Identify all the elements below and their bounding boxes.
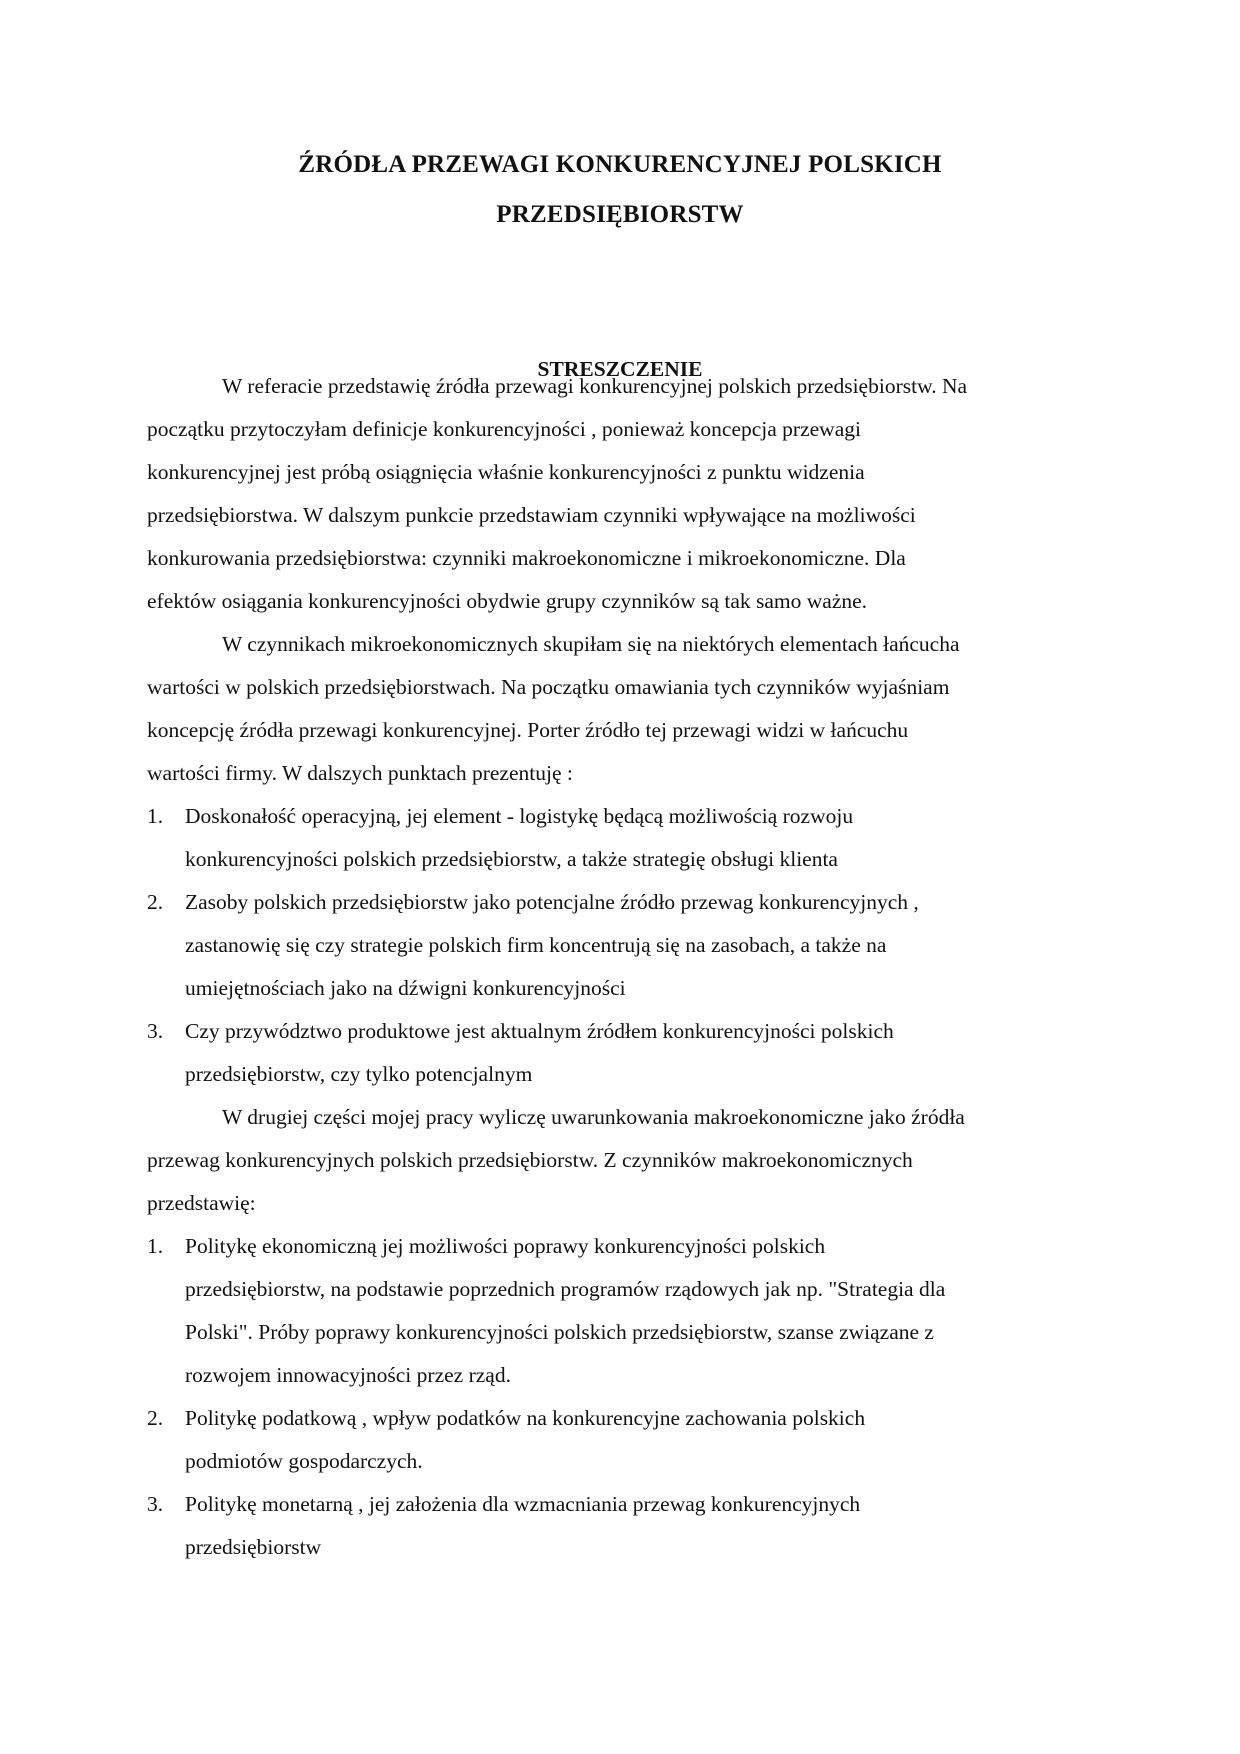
document-body (147, 365, 1097, 1569)
list-number: 1. (147, 804, 164, 828)
list-line: umiejętnościach jako na dźwigni konkurencyjności (185, 976, 626, 1000)
paragraph-line: konkurencyjnej jest próbą osiągnięcia właśnie konkurencyjności z punktu widzenia (147, 460, 865, 484)
list-line: konkurencyjności polskich przedsiębiorstw, a także strategię obsługi klienta (185, 847, 838, 871)
list-number: 3. (147, 1019, 164, 1043)
list-line: podmiotów gospodarczych. (185, 1449, 423, 1473)
list-line: rozwojem innowacyjności przez rząd. (185, 1363, 511, 1387)
paragraph-line: W drugiej części mojej pracy wyliczę uwarunkowania makroekonomiczne jako źródła (222, 1105, 965, 1129)
list-line: przedsiębiorstw, czy tylko potencjalnym (185, 1062, 533, 1086)
list-line: Politykę podatkową , wpływ podatków na konkurencyjne zachowania polskich (185, 1406, 866, 1430)
paragraph-line: wartości w polskich przedsiębiorstwach. Na początku omawiania tych czynników wyjaśniam (147, 675, 950, 699)
paragraph-line: konkurowania przedsiębiorstwa: czynniki makroekonomiczne i mikroekonomiczne. Dla (147, 546, 906, 570)
list-line: Czy przywództwo produktowe jest aktualnym źródłem konkurencyjności polskich (185, 1019, 894, 1043)
paragraph-line: W czynnikach mikroekonomicznych skupiłam się na niektórych elementach łańcucha (222, 632, 960, 656)
list-number: 3. (147, 1492, 164, 1516)
list-item (147, 881, 1097, 1010)
macroeconomic-factors-list (147, 1225, 1097, 1569)
paragraph-microeconomic (147, 623, 1097, 795)
list-line: przedsiębiorstw, na podstawie poprzednich programów rządowych jak np. "Strategia dla (185, 1277, 946, 1301)
document-title (0, 140, 1240, 240)
list-item (147, 1010, 1097, 1096)
paragraph-line: początku przytoczyłam definicje konkurencyjności , ponieważ koncepcja przewagi (147, 417, 861, 441)
paragraph-line: wartości firmy. W dalszych punktach prezentuję : (147, 761, 573, 785)
list-number: 2. (147, 890, 164, 914)
title-line-1: ŹRÓDŁA PRZEWAGI KONKURENCYJNEJ POLSKICH (298, 151, 942, 178)
list-line: Doskonałość operacyjną, jej element - logistykę będącą możliwością rozwoju (185, 804, 854, 828)
list-number: 2. (147, 1406, 164, 1430)
list-line: Politykę monetarną , jej założenia dla wzmacniania przewag konkurencyjnych (185, 1492, 861, 1516)
list-item (147, 795, 1097, 881)
list-item (147, 1397, 1097, 1483)
list-line: zastanowię się czy strategie polskich firm koncentrują się na zasobach, a także na (185, 933, 887, 957)
paragraph-line: efektów osiągania konkurencyjności obydwie grupy czynników są tak samo ważne. (147, 589, 868, 613)
list-line: Politykę ekonomiczną jej możliwości poprawy konkurencyjności polskich (185, 1234, 826, 1258)
paragraph-line: przewag konkurencyjnych polskich przedsiębiorstw. Z czynników makroekonomicznych (147, 1148, 913, 1172)
paragraph-macroeconomic (147, 1096, 1097, 1225)
list-number: 1. (147, 1234, 164, 1258)
microeconomic-factors-list (147, 795, 1097, 1096)
title-line-2: PRZEDSIĘBIORSTW (496, 201, 744, 228)
section-heading-abstract: STRESZCZENIE (537, 357, 703, 381)
paragraph-line: przedstawię: (147, 1191, 256, 1215)
list-line: Polski". Próby poprawy konkurencyjności polskich przedsiębiorstw, szanse związane z (185, 1320, 934, 1344)
paragraph-line: W referacie przedstawię źródła przewagi konkurencyjnej polskich przedsiębiorstw. Na (222, 374, 968, 398)
list-item (147, 1225, 1097, 1397)
list-line: Zasoby polskich przedsiębiorstw jako potencjalne źródło przewag konkurencyjnych , (185, 890, 919, 914)
paragraph-intro (147, 365, 1097, 623)
list-line: przedsiębiorstw (185, 1535, 322, 1559)
paragraph-line: przedsiębiorstwa. W dalszym punkcie przedstawiam czynniki wpływające na możliwości (147, 503, 916, 527)
paragraph-line: koncepcję źródła przewagi konkurencyjnej. Porter źródło tej przewagi widzi w łańcuchu (147, 718, 909, 742)
list-item (147, 1483, 1097, 1569)
